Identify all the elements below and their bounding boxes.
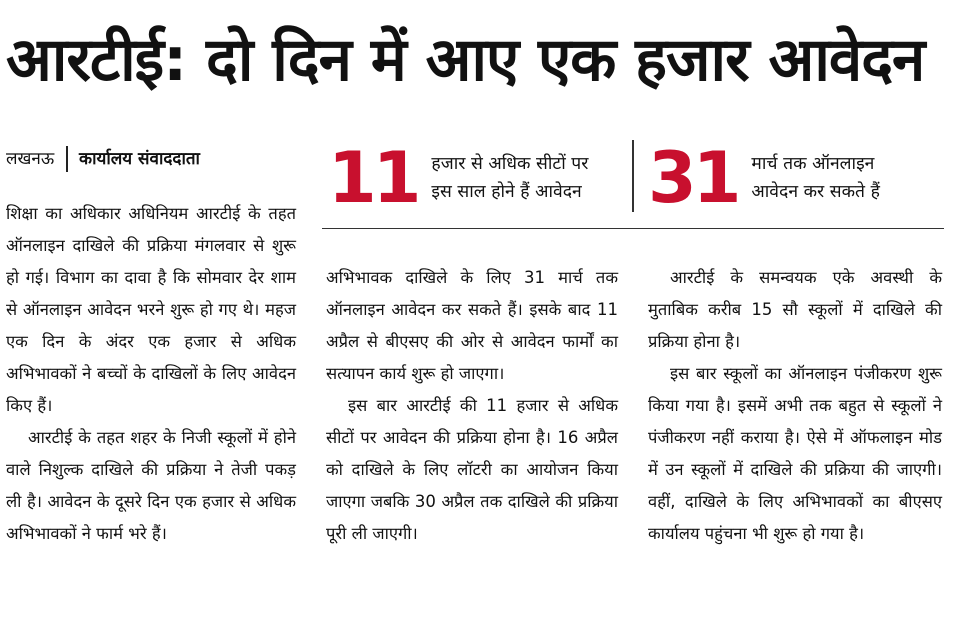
callout-divider [632,140,634,212]
callout-number: 11 [328,137,418,219]
byline-place: लखनऊ [6,149,55,169]
headline: आरटीई: दो दिन में आए एक हजार आवेदन [6,25,925,95]
paragraph: इस बार स्कूलों का ऑनलाइन पंजीकरण शुरू किया गया है। इसमें अभी तक बहुत से स्कूलों ने पंजीकरण नहीं कराया है। ऐसे में ऑफलाइन मोड में उन स्कूलों में दाखिले की प्रक्रिया की जाएगी। वहीं, दाखिले के लिए अभिभावकों का बीएसए कार्यालय पहुंचना भी शुरू हो गया है। [648,364,942,543]
paragraph: अभिभावक दाखिले के लिए 31 मार्च तक ऑनलाइन आवेदन कर सकते हैं। इसके बाद 11 अप्रैल से बीएसए की ओर से आवेदन फार्मों का सत्यापन कार्य शुरू हो जाएगा। [326,268,618,383]
section-rule [322,228,944,229]
byline [6,142,200,176]
paragraph: आरटीई के तहत शहर के निजी स्कूलों में होने वाले निशुल्क दाखिले की प्रक्रिया ने तेजी पकड़ ली है। आवेदन के दूसरे दिन एक हजार से अधिक अभिभावकों ने फार्म भरे हैं। [6,428,296,543]
byline-separator [66,146,68,172]
article-column-2 [326,262,618,550]
callout-deadline [648,137,880,219]
callout-line: इस साल होने हैं आवेदन [431,182,582,202]
callout-line: मार्च तक ऑनलाइन [751,154,875,174]
callout-seats [328,137,589,219]
callout-text [751,150,879,206]
callout-line: हजार से अधिक सीटों पर [431,154,589,174]
paragraph: इस बार आरटीई की 11 हजार से अधिक सीटों पर आवेदन की प्रक्रिया होना है। 16 अप्रैल को दाखिले के लिए लॉटरी का आयोजन किया जाएगा जबकि 30 अप्रैल तक दाखिले की प्रक्रिया पूरी ली जाएगी। [326,396,618,543]
paragraph: आरटीई के समन्वयक एके अवस्थी के मुताबिक करीब 15 सौ स्कूलों में दाखिले की प्रक्रिया होना है। [648,268,942,351]
byline-author: कार्यालय संवाददाता [79,149,200,169]
callout-text [431,150,588,206]
callout-line: आवेदन कर सकते हैं [751,182,880,202]
article-column-3 [648,262,942,550]
article-column-1 [6,198,296,550]
callout-number: 31 [648,137,738,219]
paragraph: शिक्षा का अधिकार अधिनियम आरटीई के तहत ऑनलाइन दाखिले की प्रक्रिया मंगलवार से शुरू हो गई। विभाग का दावा है कि सोमवार देर शाम से ऑनलाइन आवेदन भरने शुरू हो गए थे। महज एक दिन के अंदर एक हजार से अधिक अभिभावकों ने बच्चों के दाखिलों के लिए आवेदन किए हैं। [6,204,296,415]
